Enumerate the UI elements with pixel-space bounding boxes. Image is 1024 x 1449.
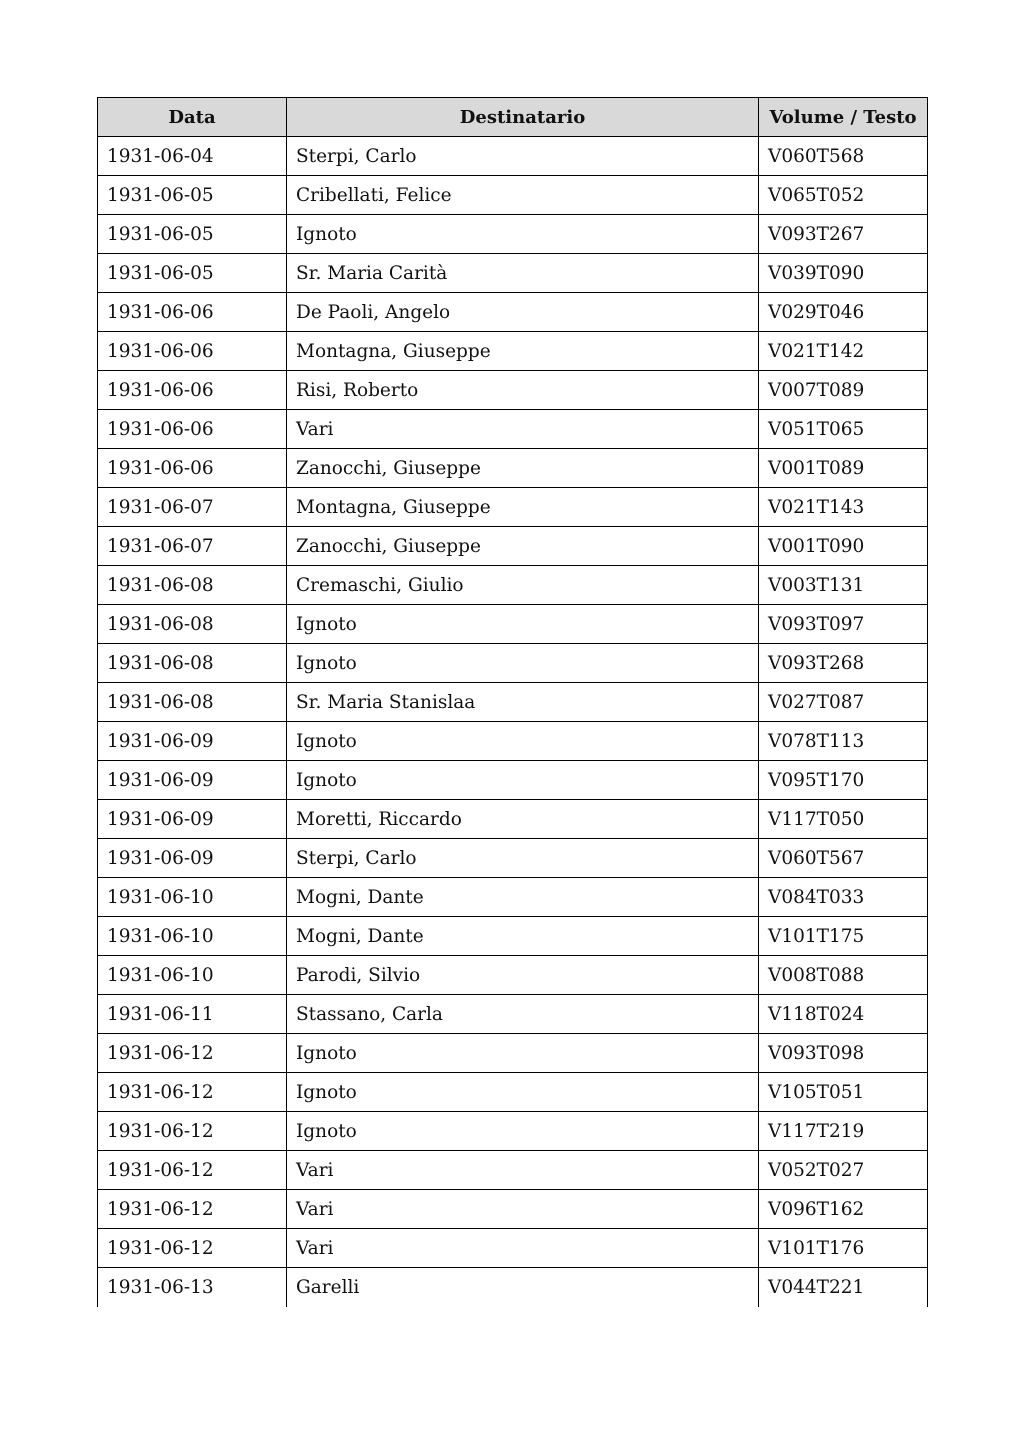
cell-volume-testo: V118T024 (759, 995, 928, 1034)
cell-data: 1931-06-09 (98, 800, 287, 839)
letters-table-container (97, 97, 927, 1307)
cell-data: 1931-06-13 (98, 1268, 287, 1307)
cell-destinatario: Zanocchi, Giuseppe (287, 527, 759, 566)
table-body (98, 137, 928, 1307)
table-row (98, 1112, 928, 1151)
cell-data: 1931-06-09 (98, 761, 287, 800)
cell-data: 1931-06-08 (98, 605, 287, 644)
table-row (98, 449, 928, 488)
cell-data: 1931-06-12 (98, 1190, 287, 1229)
cell-destinatario: Ignoto (287, 215, 759, 254)
cell-destinatario: Vari (287, 1190, 759, 1229)
header-destinatario: Destinatario (287, 98, 759, 137)
table-row (98, 410, 928, 449)
table-row (98, 956, 928, 995)
cell-destinatario: Ignoto (287, 1112, 759, 1151)
table-row (98, 644, 928, 683)
cell-volume-testo: V007T089 (759, 371, 928, 410)
cell-volume-testo: V021T143 (759, 488, 928, 527)
cell-volume-testo: V093T267 (759, 215, 928, 254)
cell-destinatario: Zanocchi, Giuseppe (287, 449, 759, 488)
table-row (98, 1073, 928, 1112)
cell-destinatario: Parodi, Silvio (287, 956, 759, 995)
cell-volume-testo: V078T113 (759, 722, 928, 761)
table-row (98, 1190, 928, 1229)
cell-volume-testo: V093T268 (759, 644, 928, 683)
cell-destinatario: Moretti, Riccardo (287, 800, 759, 839)
header-data: Data (98, 98, 287, 137)
letters-table (97, 97, 928, 1307)
header-volume-testo: Volume / Testo (759, 98, 928, 137)
cell-destinatario: Stassano, Carla (287, 995, 759, 1034)
cell-volume-testo: V065T052 (759, 176, 928, 215)
cell-destinatario: Ignoto (287, 722, 759, 761)
table-row (98, 293, 928, 332)
cell-volume-testo: V101T175 (759, 917, 928, 956)
cell-volume-testo: V044T221 (759, 1268, 928, 1307)
table-row (98, 566, 928, 605)
table-row (98, 605, 928, 644)
cell-volume-testo: V021T142 (759, 332, 928, 371)
cell-data: 1931-06-12 (98, 1034, 287, 1073)
cell-destinatario: Vari (287, 1229, 759, 1268)
cell-destinatario: Cremaschi, Giulio (287, 566, 759, 605)
table-row (98, 527, 928, 566)
table-row (98, 1229, 928, 1268)
table-row (98, 176, 928, 215)
table-row (98, 917, 928, 956)
table-row (98, 1268, 928, 1307)
cell-data: 1931-06-06 (98, 410, 287, 449)
table-row (98, 1034, 928, 1073)
cell-destinatario: Sterpi, Carlo (287, 137, 759, 176)
cell-destinatario: De Paoli, Angelo (287, 293, 759, 332)
cell-data: 1931-06-09 (98, 839, 287, 878)
cell-data: 1931-06-12 (98, 1151, 287, 1190)
table-row (98, 683, 928, 722)
table-row (98, 995, 928, 1034)
cell-data: 1931-06-05 (98, 176, 287, 215)
cell-destinatario: Sterpi, Carlo (287, 839, 759, 878)
table-row (98, 761, 928, 800)
table-row (98, 488, 928, 527)
cell-destinatario: Montagna, Giuseppe (287, 488, 759, 527)
cell-volume-testo: V051T065 (759, 410, 928, 449)
cell-destinatario: Ignoto (287, 644, 759, 683)
cell-data: 1931-06-09 (98, 722, 287, 761)
cell-destinatario: Garelli (287, 1268, 759, 1307)
cell-data: 1931-06-05 (98, 254, 287, 293)
cell-data: 1931-06-06 (98, 449, 287, 488)
table-row (98, 215, 928, 254)
cell-destinatario: Cribellati, Felice (287, 176, 759, 215)
cell-data: 1931-06-08 (98, 683, 287, 722)
cell-data: 1931-06-04 (98, 137, 287, 176)
cell-volume-testo: V001T089 (759, 449, 928, 488)
table-row (98, 137, 928, 176)
table-row (98, 800, 928, 839)
cell-destinatario: Risi, Roberto (287, 371, 759, 410)
cell-destinatario: Ignoto (287, 1034, 759, 1073)
cell-destinatario: Ignoto (287, 761, 759, 800)
table-row (98, 722, 928, 761)
cell-volume-testo: V101T176 (759, 1229, 928, 1268)
cell-destinatario: Ignoto (287, 1073, 759, 1112)
cell-volume-testo: V084T033 (759, 878, 928, 917)
cell-data: 1931-06-10 (98, 917, 287, 956)
table-header (98, 98, 928, 137)
cell-volume-testo: V052T027 (759, 1151, 928, 1190)
cell-volume-testo: V117T050 (759, 800, 928, 839)
cell-data: 1931-06-10 (98, 956, 287, 995)
cell-data: 1931-06-05 (98, 215, 287, 254)
cell-volume-testo: V039T090 (759, 254, 928, 293)
table-row (98, 1151, 928, 1190)
cell-volume-testo: V008T088 (759, 956, 928, 995)
table-row (98, 332, 928, 371)
cell-data: 1931-06-11 (98, 995, 287, 1034)
cell-data: 1931-06-06 (98, 371, 287, 410)
cell-volume-testo: V105T051 (759, 1073, 928, 1112)
cell-destinatario: Sr. Maria Carità (287, 254, 759, 293)
cell-data: 1931-06-12 (98, 1073, 287, 1112)
cell-volume-testo: V095T170 (759, 761, 928, 800)
table-row (98, 254, 928, 293)
cell-destinatario: Vari (287, 410, 759, 449)
header-row (98, 98, 928, 137)
table-row (98, 839, 928, 878)
cell-destinatario: Mogni, Dante (287, 878, 759, 917)
cell-volume-testo: V117T219 (759, 1112, 928, 1151)
cell-data: 1931-06-06 (98, 293, 287, 332)
cell-destinatario: Mogni, Dante (287, 917, 759, 956)
cell-destinatario: Vari (287, 1151, 759, 1190)
cell-destinatario: Montagna, Giuseppe (287, 332, 759, 371)
cell-data: 1931-06-12 (98, 1112, 287, 1151)
cell-volume-testo: V060T568 (759, 137, 928, 176)
cell-data: 1931-06-08 (98, 566, 287, 605)
cell-data: 1931-06-07 (98, 488, 287, 527)
cell-volume-testo: V093T098 (759, 1034, 928, 1073)
cell-volume-testo: V027T087 (759, 683, 928, 722)
cell-data: 1931-06-08 (98, 644, 287, 683)
cell-volume-testo: V029T046 (759, 293, 928, 332)
cell-volume-testo: V001T090 (759, 527, 928, 566)
cell-data: 1931-06-06 (98, 332, 287, 371)
table-row (98, 371, 928, 410)
cell-volume-testo: V003T131 (759, 566, 928, 605)
cell-volume-testo: V060T567 (759, 839, 928, 878)
cell-volume-testo: V096T162 (759, 1190, 928, 1229)
cell-destinatario: Ignoto (287, 605, 759, 644)
table-row (98, 878, 928, 917)
cell-data: 1931-06-07 (98, 527, 287, 566)
cell-data: 1931-06-12 (98, 1229, 287, 1268)
cell-data: 1931-06-10 (98, 878, 287, 917)
cell-volume-testo: V093T097 (759, 605, 928, 644)
cell-destinatario: Sr. Maria Stanislaa (287, 683, 759, 722)
